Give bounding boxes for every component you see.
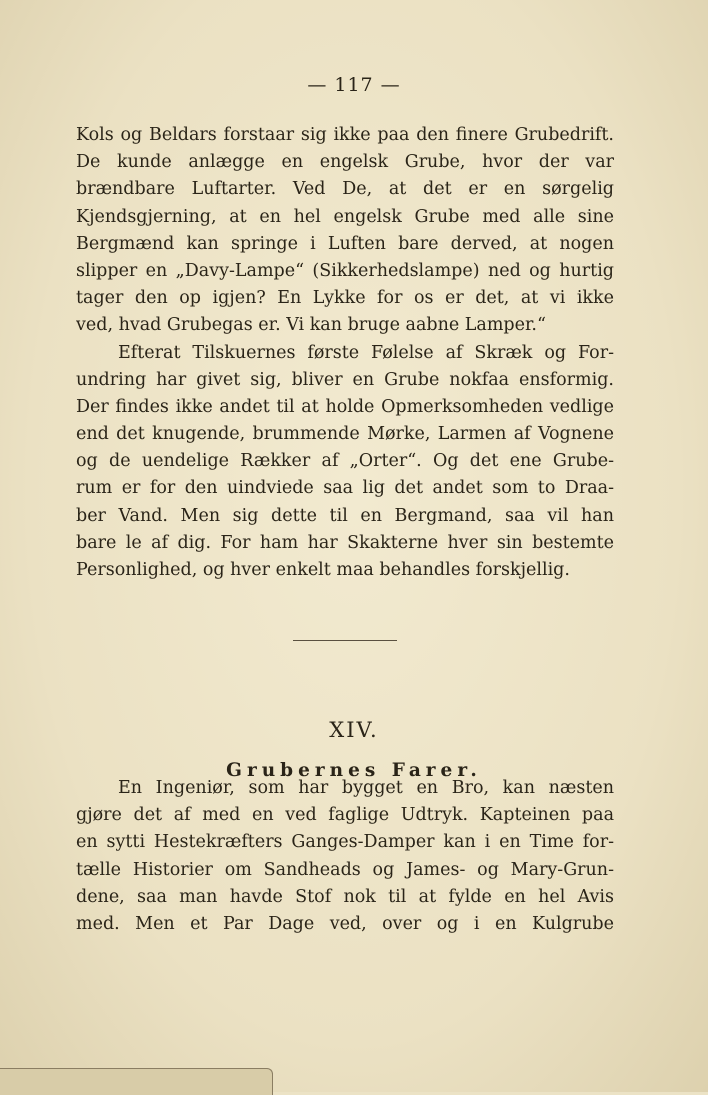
text-line: end det knugende, brummende Mørke, Larmen af Vognene (76, 424, 614, 445)
text-line: Personlighed, og hver enkelt maa behandles forskjellig. (76, 560, 570, 580)
text-line: dene, saa man havde Stof nok til at fylde en hel Avis (76, 886, 614, 907)
chapter-title: Grubernes Farer. (226, 760, 482, 781)
section-divider (293, 640, 397, 641)
text-line: med. Men et Par Dage ved, over og i en Kulgrube (76, 913, 614, 934)
text-line: en sytti Hestekræfters Ganges-Damper kan i en Time for- (76, 832, 614, 853)
text-line: Kjendsgjerning, at en hel engelsk Grube med alle sine (76, 206, 614, 227)
passage-continued (76, 122, 614, 584)
text-line: undring har givet sig, bliver en Grube nokfaa ensformig. (76, 369, 614, 390)
page-number: — 117 — (307, 74, 401, 96)
text-line: og de uendelige Rækker af „Orter“. Og det ene Grube- (76, 451, 614, 472)
text-line: slipper en „Davy-Lampe“ (Sikkerhedslampe) ned og hurtig (76, 260, 614, 281)
text-line: Der findes ikke andet til at holde Opmerksomheden vedlige (76, 396, 614, 417)
chapter-number: XIV. (329, 718, 379, 742)
text-line: ved, hvad Grubegas er. Vi kan bruge aabne Lamper.“ (76, 315, 546, 336)
text-line: gjøre det af med en ved faglige Udtryk. Kapteinen paa (76, 805, 614, 826)
text-line: tælle Historier om Sandheads og James- og Mary-Grun- (76, 859, 614, 880)
page-edge-tab (0, 1068, 273, 1095)
text-line: bare le af dig. For ham har Skakterne hver sin bestemte (76, 532, 614, 553)
text-line: Kols og Beldars forstaar sig ikke paa den finere Grubedrift. (76, 125, 614, 145)
text-line: ber Vand. Men sig dette til en Bergmand, saa vil han (76, 505, 614, 526)
text-line: Efterat Tilskuernes første Følelse af Skræk og For- (118, 342, 614, 363)
text-line: En Ingeniør, som har bygget en Bro, kan næsten (118, 778, 614, 798)
text-line: rum er for den uindviede saa lig det andet som to Draa- (76, 478, 614, 499)
text-line: De kunde anlægge en engelsk Grube, hvor der var (76, 152, 614, 173)
chapter-opening-passage (76, 775, 614, 938)
text-line: brændbare Luftarter. Ved De, at det er en sørgelig (76, 179, 614, 200)
text-line: Bergmænd kan springe i Luften bare derved, at nogen (76, 233, 614, 254)
text-line: tager den op igjen? En Lykke for os er det, at vi ikke (76, 288, 614, 309)
